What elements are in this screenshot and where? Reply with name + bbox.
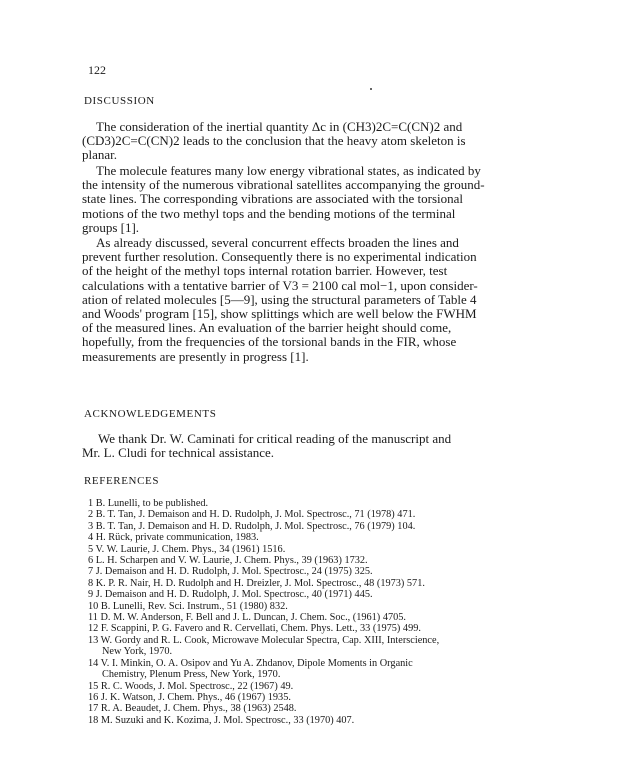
discussion-heading: DISCUSSION	[84, 95, 155, 107]
text-line: planar.	[82, 147, 118, 163]
text-line: measurements are presently in progress [1].	[82, 348, 309, 364]
text-line: and Woods' program [15], show splittings which are well below the FWHM	[82, 306, 477, 322]
reference-continuation	[88, 646, 548, 657]
reference-text: 17 R. A. Beaudet, J. Chem. Phys., 38 (1963) 2548.	[88, 703, 297, 715]
text-line: ation of related molecules [5—9], using the structural parameters of Table 4	[82, 291, 477, 307]
reference-text: 6 L. H. Scharpen and V. W. Laurie, J. Chem. Phys., 39 (1963) 1732.	[88, 555, 368, 567]
reference-item	[88, 601, 548, 612]
reference-continuation	[88, 669, 548, 680]
reference-item	[88, 509, 548, 520]
reference-text: 9 J. Demaison and H. D. Rudolph, J. Mol. Spectrosc., 40 (1971) 445.	[88, 589, 373, 601]
text-line: hopefully, from the frequencies of the torsional bands in the FIR, whose	[82, 334, 457, 350]
reference-item	[88, 681, 548, 692]
reference-text: 18 M. Suzuki and K. Kozima, J. Mol. Spectrosc., 33 (1970) 407.	[88, 714, 355, 726]
text-line: of the height of the methyl tops internal rotation barrier. However, test	[82, 263, 448, 279]
references-heading: REFERENCES	[84, 475, 160, 487]
text-line: prevent further resolution. Consequently there is no experimental indication	[82, 249, 477, 265]
reference-list	[88, 498, 548, 726]
text-line: calculations with a tentative barrier of V3 = 2100 cal mol−1, upon consider-	[82, 277, 478, 293]
reference-text: Chemistry, Plenum Press, New York, 1970.	[102, 669, 281, 681]
reference-text: 1 B. Lunelli, to be published.	[88, 498, 209, 509]
reference-item	[88, 715, 548, 726]
text-line: We thank Dr. W. Caminati for critical reading of the manuscript and	[98, 431, 452, 446]
text-line: state lines. The corresponding vibrations are associated with the torsional	[82, 191, 463, 207]
text-line: of the measured lines. An evaluation of the barrier height should come,	[82, 320, 452, 336]
reference-text: 2 B. T. Tan, J. Demaison and H. D. Rudolph, J. Mol. Spectrosc., 71 (1978) 471.	[88, 509, 416, 521]
speck-mark	[370, 88, 372, 90]
reference-item	[88, 635, 548, 646]
reference-item	[88, 612, 548, 623]
reference-item	[88, 498, 548, 509]
reference-item	[88, 521, 548, 532]
text-line: (CD3)2C=C(CN)2 leads to the conclusion that the heavy atom skeleton is	[82, 133, 466, 149]
reference-text: 13 W. Gordy and R. L. Cook, Microwave Molecular Spectra, Cap. XIII, Interscience,	[88, 634, 440, 646]
reference-text: 8 K. P. R. Nair, H. D. Rudolph and H. Dreizler, J. Mol. Spectrosc., 48 (1973) 571.	[88, 577, 425, 589]
text-line: groups [1].	[82, 219, 140, 235]
acknowledgements-heading: ACKNOWLEDGEMENTS	[84, 408, 217, 420]
reference-text: 7 J. Demaison and H. D. Rudolph, J. Mol. Spectrosc., 24 (1975) 325.	[88, 566, 373, 578]
reference-item	[88, 623, 548, 634]
reference-text: New York, 1970.	[102, 646, 173, 658]
reference-text: 15 R. C. Woods, J. Mol. Spectrosc., 22 (1967) 49.	[88, 680, 294, 692]
reference-text: 16 J. K. Watson, J. Chem. Phys., 46 (1967) 1935.	[88, 691, 291, 703]
text-line: As already discussed, several concurrent effects broaden the lines and	[96, 235, 459, 250]
acknowledgements-paragraph	[82, 432, 544, 460]
text-line: the intensity of the numerous vibrational satellites accompanying the ground-	[82, 177, 485, 193]
reference-text: 4 H. Rück, private communication, 1983.	[88, 532, 259, 544]
reference-text: 11 D. M. W. Anderson, F. Bell and J. L. Duncan, J. Chem. Soc., (1961) 4705.	[88, 612, 406, 624]
reference-item	[88, 703, 548, 714]
text-line: The consideration of the inertial quantity Δc in (CH3)2C=C(CN)2 and	[96, 119, 463, 134]
reference-text: 3 B. T. Tan, J. Demaison and H. D. Rudolph, J. Mol. Spectrosc., 76 (1979) 104.	[88, 520, 416, 532]
text-line: motions of the two methyl tops and the bending motions of the terminal	[82, 205, 456, 221]
reference-item	[88, 578, 548, 589]
reference-item	[88, 532, 548, 543]
reference-item	[88, 658, 548, 669]
reference-text: 12 F. Scappini, P. G. Favero and R. Cervellati, Chem. Phys. Lett., 33 (1975) 499.	[88, 623, 421, 635]
page-number: 122	[88, 63, 106, 77]
reference-text: 5 V. W. Laurie, J. Chem. Phys., 34 (1961) 1516.	[88, 543, 286, 555]
reference-item	[88, 692, 548, 703]
reference-item	[88, 566, 548, 577]
text-line: Mr. L. Cludi for technical assistance.	[82, 445, 275, 461]
discussion-paragraph-2	[82, 164, 544, 235]
discussion-paragraph-3	[82, 236, 544, 364]
discussion-paragraph-1	[82, 120, 544, 163]
reference-item	[88, 589, 548, 600]
text-line: The molecule features many low energy vibrational states, as indicated by	[96, 163, 481, 178]
reference-item	[88, 544, 548, 555]
reference-text: 10 B. Lunelli, Rev. Sci. Instrum., 51 (1980) 832.	[88, 600, 288, 612]
reference-item	[88, 555, 548, 566]
reference-text: 14 V. I. Minkin, O. A. Osipov and Yu A. Zhdanov, Dipole Moments in Organic	[88, 657, 413, 669]
